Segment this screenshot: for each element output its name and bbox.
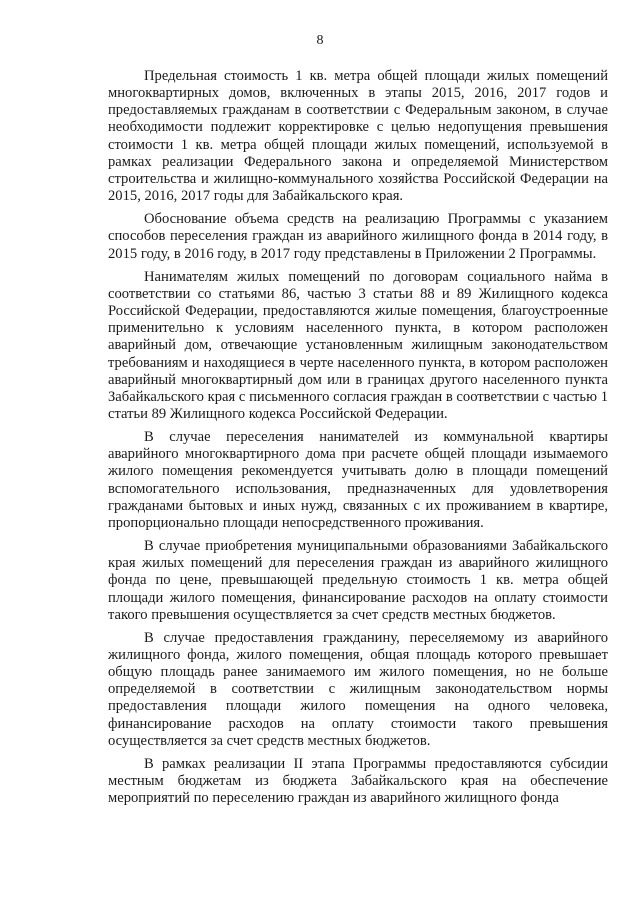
page-number: 8 bbox=[316, 33, 324, 48]
paragraph-price-limit: Предельная стоимость 1 кв. метра общей площади жилых помещений многоквартирных домов, включенных в этапы 2015, 2016, 2017 годов и предоставляемых гражданам в соответствии с Федеральным законом, в случае необходимости подлежит корректировке с целью недопущения превышения стоимости 1 кв. метра общей площади жилых помещений, используемой в рамках реализации Федерального закона и определяемой Министерством строительства и жилищно-коммунального хозяйства Российской Федерации на 2015, 2016, 2017 годы для Забайкальского края. bbox=[108, 68, 608, 205]
document-body bbox=[108, 68, 608, 813]
paragraph-funding-justification: Обоснование объема средств на реализацию Программы с указанием способов переселения граждан из аварийного жилищного фонда в 2014 году, в 2015 году, в 2016 году, в 2017 году представлены в Приложении 2 Программы. bbox=[108, 211, 608, 262]
paragraph-area-excess: В случае предоставления гражданину, переселяемому из аварийного жилищного фонда, жилого помещения, общая площадь которого превышает общую площадь ранее занимаемого им жилого помещения, но не больше определяемой в соответствии с жилищным законодательством нормы предоставления площади жилого помещения на одного человека, финансирование расходов на оплату стоимости такого превышения осуществляется за счет средств местных бюджетов. bbox=[108, 629, 608, 749]
paragraph-communal-apartment: В случае переселения нанимателей из коммунальной квартиры аварийного многоквартирного дома при расчете общей площади изымаемого жилого помещения рекомендуется учитывать долю в площади помещений вспомогательного использования, предназначенных для удовлетворения гражданами бытовых и иных нужд, связанных с их проживанием в квартире, пропорционально площади непосредственного проживания. bbox=[108, 429, 608, 531]
paragraph-stage-two-subsidies: В рамках реализации II этапа Программы предоставляются субсидии местным бюджетам из бюджета Забайкальского края на обеспечение мероприятий по переселению граждан из аварийного жилищного фонда bbox=[108, 755, 608, 807]
paragraph-price-excess: В случае приобретения муниципальными образованиями Забайкальского края жилых помещений для переселения граждан из аварийного жилищного фонда по цене, превышающей предельную стоимость 1 кв. метра общей площади жилого помещения, финансирование расходов на оплату стоимости такого превышения осуществляется за счет средств местных бюджетов. bbox=[108, 538, 608, 623]
paragraph-social-tenants: Нанимателям жилых помещений по договорам социального найма в соответствии со статьями 86, частью 3 статьи 88 и 89 Жилищного кодекса Российской Федерации, предоставляются жилые помещения, благоустроенные применительно к условиям населенного пункта, в котором расположен аварийный дом, отвечающие установленным жилищным законодательством требованиям и находящиеся в черте населенного пункта, в котором расположен аварийный многоквартирный дом или в границах другого населенного пункта Забайкальского края с письменного согласия граждан в соответствии с частью 1 статьи 89 Жилищного кодекса Российской Федерации. bbox=[108, 268, 608, 422]
